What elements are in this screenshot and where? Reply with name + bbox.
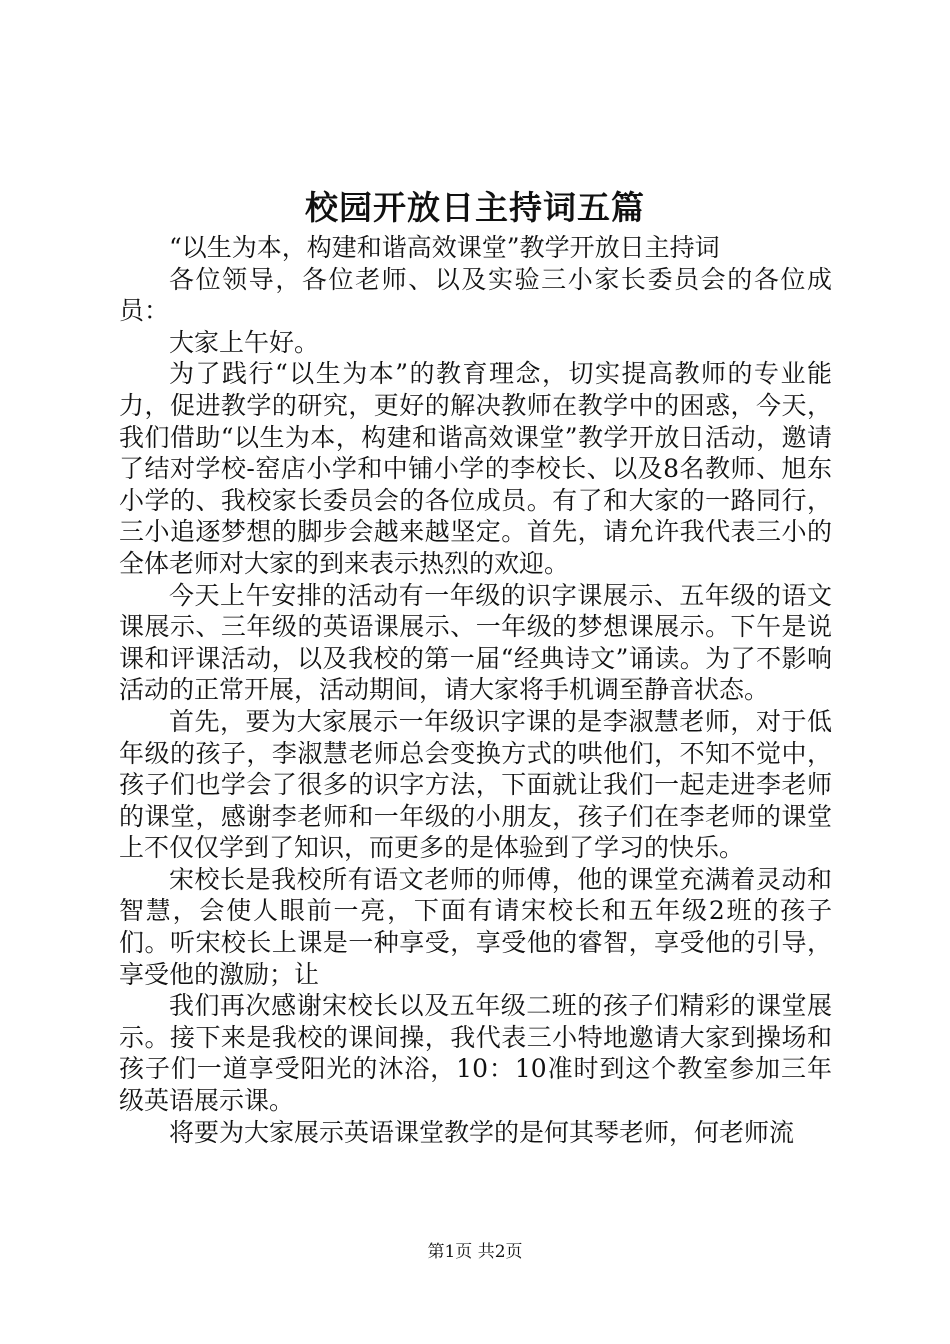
paragraph-subtitle: “以生为本，构建和谐高效课堂”教学开放日主持词 bbox=[169, 233, 720, 262]
document-title: 校园开放日主持词五篇 bbox=[305, 188, 645, 227]
paragraph: 今天上午安排的活动有一年级的识字课展示、五年级的语文课展示、三年级的英语课展示、一年级的梦想课展示。下午是说课和评课活动，以及我校的第一届“经典诗文”诵读。为了不影响活动的正常开展，活动期间，请大家将手机调至静音状态。 bbox=[119, 580, 832, 705]
paragraph-salutation: 大家上午好。 bbox=[169, 327, 320, 357]
paragraph: 宋校长是我校所有语文老师的师傅，他的课堂充满着灵动和智慧，会使人眼前一亮，下面有请宋校长和五年级2班的孩子们。听宋校长上课是一种享受，享受他的睿智，享受他的引导，享受他的激励；让 bbox=[119, 864, 832, 989]
paragraph-greeting: 各位领导，各位老师、以及实验三小家长委员会的各位成员： bbox=[119, 264, 832, 326]
paragraph: 首先，要为大家展示一年级识字课的是李淑慧老师，对于低年级的孩子，李淑慧老师总会变换方式的哄他们，不知不觉中，孩子们也学会了很多的识字方法，下面就让我们一起走进李老师的课堂，感谢李老师和一年级的小朋友，孩子们在李老师的课堂上不仅仅学到了知识，而更多的是体验到了学习的快乐。 bbox=[119, 706, 832, 863]
paragraph: 将要为大家展示英语课堂教学的是何其琴老师，何老师流 bbox=[169, 1117, 795, 1147]
document-body bbox=[119, 232, 832, 1148]
paragraph: 我们再次感谢宋校长以及五年级二班的孩子们精彩的课堂展示。接下来是我校的课间操，我代表三小特地邀请大家到操场和孩子们一道享受阳光的沐浴，10：10准时到这个教室参加三年级英语展示课。 bbox=[119, 991, 832, 1116]
paragraph: 为了践行“以生为本”的教育理念，切实提高教师的专业能力，促进教学的研究，更好的解决教师在教学中的困惑，今天，我们借助“以生为本，构建和谐高效课堂”教学开放日活动，邀请了结对学校-窑店小学和中铺小学的李校长、以及8名教师、旭东小学的、我校家长委员会的各位成员。有了和大家的一路同行，三小追逐梦想的脚步会越来越坚定。首先，请允许我代表三小的全体老师对大家的到来表示热烈的欢迎。 bbox=[119, 359, 832, 578]
page-footer: 第1页 共2页 bbox=[427, 1242, 523, 1262]
